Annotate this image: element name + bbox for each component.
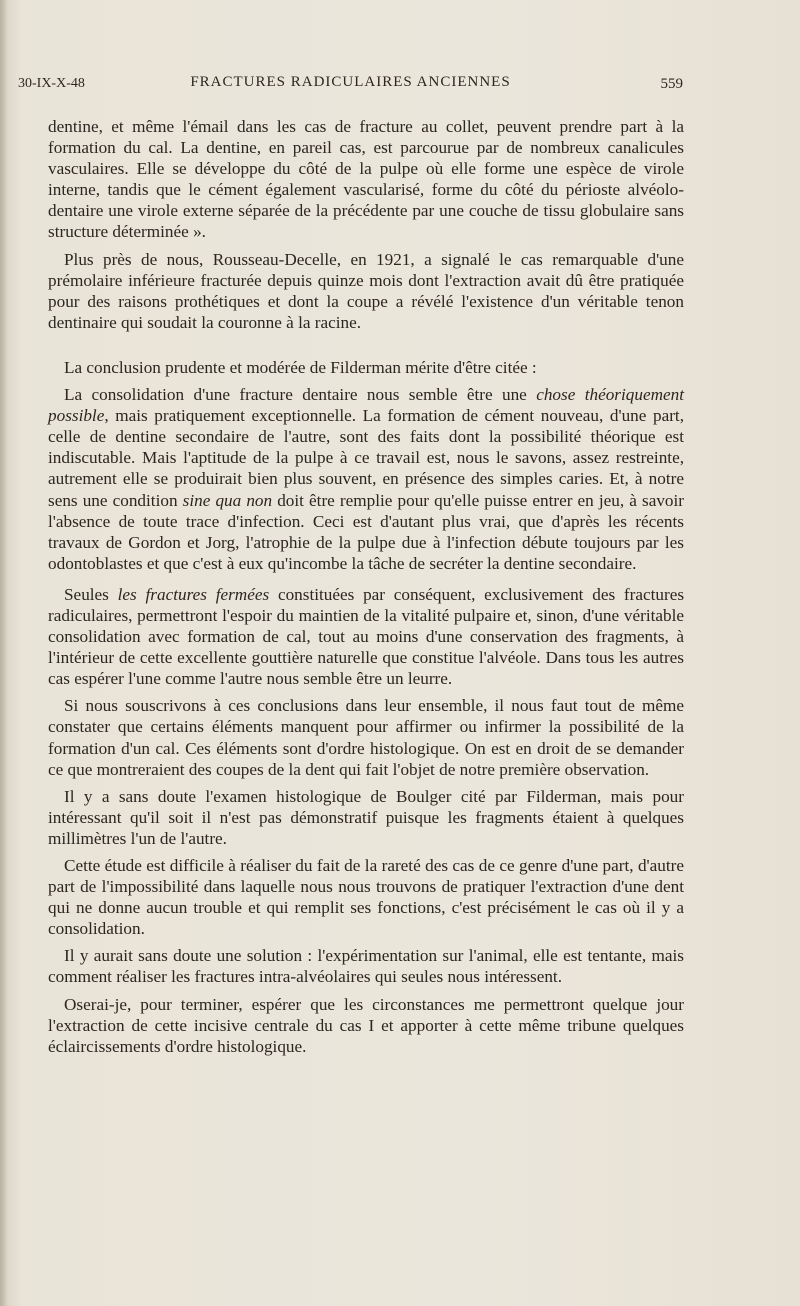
page-header <box>18 74 683 98</box>
paragraph-text: , mais pratiquement exceptionnelle. La formation de cément nouveau, d'une part, celle de dentine secondaire de l'autre, sont des faits dont la possibilité théorique est indiscutable. Mais l'aptitude de la pulpe à ce travail est, nous le savons, assez restreinte, autrement elle se produirait bien plus souvent, en présence des simples caries. Et, à notre sens une condition <box>48 406 684 510</box>
paragraph-text: doit être remplie pour qu'elle puisse entrer en jeu, à savoir l'absence de toute trace d'infection. Ceci est d'autant plus vrai, que d'après les récents travaux de Gordon et Jorg, l'atrophie de la pulpe due à l'infection débute toujours par les odontoblastes et que c'est à eux qu'incombe la tâche de secréter la dentine secondaire. <box>48 490 685 573</box>
paragraph-text: Cette étude est difficile à réaliser du fait de la rareté des cas de ce genre d'une part, d'autre part de l'impossibilité dans laquelle nous nous trouvons de pratiquer l'extraction d'une dent qui ne donne aucun trouble et qui remplit ses fonctions, c'est précisément le cas où il y a consolidation. <box>48 856 684 939</box>
italic-text: sine qua non <box>182 490 273 510</box>
paragraph-text: constituées par conséquent, exclusivement des fractures radiculaires, permettront l'espoir du maintien de la vitalité pulpaire et, sinon, d'une véritable consolidation avec formation de cal, tout au moins d'une conservation des fragments, à l'intérieur de cette excellente gouttière naturelle que constitue l'alvéole. Dans tous les autres cas espérer l'une comme l'autre nous semble être un leurre. <box>48 584 685 689</box>
paragraph-text: Il y aurait sans doute une solution : l'expérimentation sur l'animal, elle est tentante, mais comment réaliser les fractures intra-alvéolaires qui seules nous intéressent. <box>48 946 684 987</box>
italic-text: les fractures fermées <box>117 584 270 604</box>
quoted-paragraph <box>48 384 684 574</box>
page-number: 559 <box>660 76 683 92</box>
paragraph <box>48 994 684 1057</box>
paragraph <box>48 249 684 333</box>
paragraph <box>48 786 684 849</box>
paragraph <box>48 584 684 689</box>
paragraph-text: La consolidation d'une fracture dentaire nous semble être une <box>64 385 537 405</box>
paragraph <box>48 855 684 939</box>
header-date: 30-IX-X-48 <box>18 76 85 91</box>
paragraph <box>48 695 684 779</box>
paragraph-text: Il y a sans doute l'examen histologique de Boulger cité par Filderman, mais pour intéressant qu'il soit il n'est pas démonstratif puisque les fragments étaient à quelques millimètres l'un de l'autre. <box>48 786 684 848</box>
paragraph-text: dentine, et même l'émail dans les cas de fracture au collet, peuvent prendre part à la formation du cal. La dentine, en pareil cas, est parcourue par de nombreux canalicules vasculaires. Elle se développe du côté de la pulpe où elle forme une espèce de virole interne, tandis que le cément également vascularisé, forme du côté du périoste alvéolo-dentaire une virole externe séparée de la précédente par une couche de tissu globulaire sans structure déterminée ». <box>48 117 684 242</box>
paragraph-text: Si nous souscrivons à ces conclusions dans leur ensemble, il nous faut tout de même constater que certains éléments manquent pour affirmer ou infirmer la possibilité de la formation d'un cal. Ces éléments sont d'ordre histologique. On est en droit de se demander ce que montreraient des coupes de la dent qui fait l'objet de notre première observation. <box>48 696 684 779</box>
paragraph <box>48 945 684 987</box>
paragraph-text: La conclusion prudente et modérée de Filderman mérite d'être citée : <box>64 357 537 377</box>
paragraph-text: Plus près de nous, Rousseau-Decelle, en 1921, a signalé le cas remarquable d'une prémolaire inférieure fracturée depuis quinze mois dont l'extraction avait dû être pratiquée pour des raisons prothétiques et dont la coupe a révélé l'existence d'un véritable tenon dentinaire qui soudait la couronne à la racine. <box>48 249 684 332</box>
paragraph <box>48 116 684 243</box>
italic-text: chose théoriquement possible <box>48 385 685 426</box>
paragraph-text: Seules <box>64 584 118 604</box>
running-title: FRACTURES RADICULAIRES ANCIENNES <box>190 74 511 90</box>
body-text <box>48 116 684 1057</box>
paragraph <box>48 357 684 378</box>
paragraph-text: Oserai-je, pour terminer, espérer que les circonstances me permettront quelque jour l'extraction de cette incisive centrale du cas I et apporter à cette même tribune quelques éclaircissements d'ordre histologique. <box>48 994 684 1056</box>
